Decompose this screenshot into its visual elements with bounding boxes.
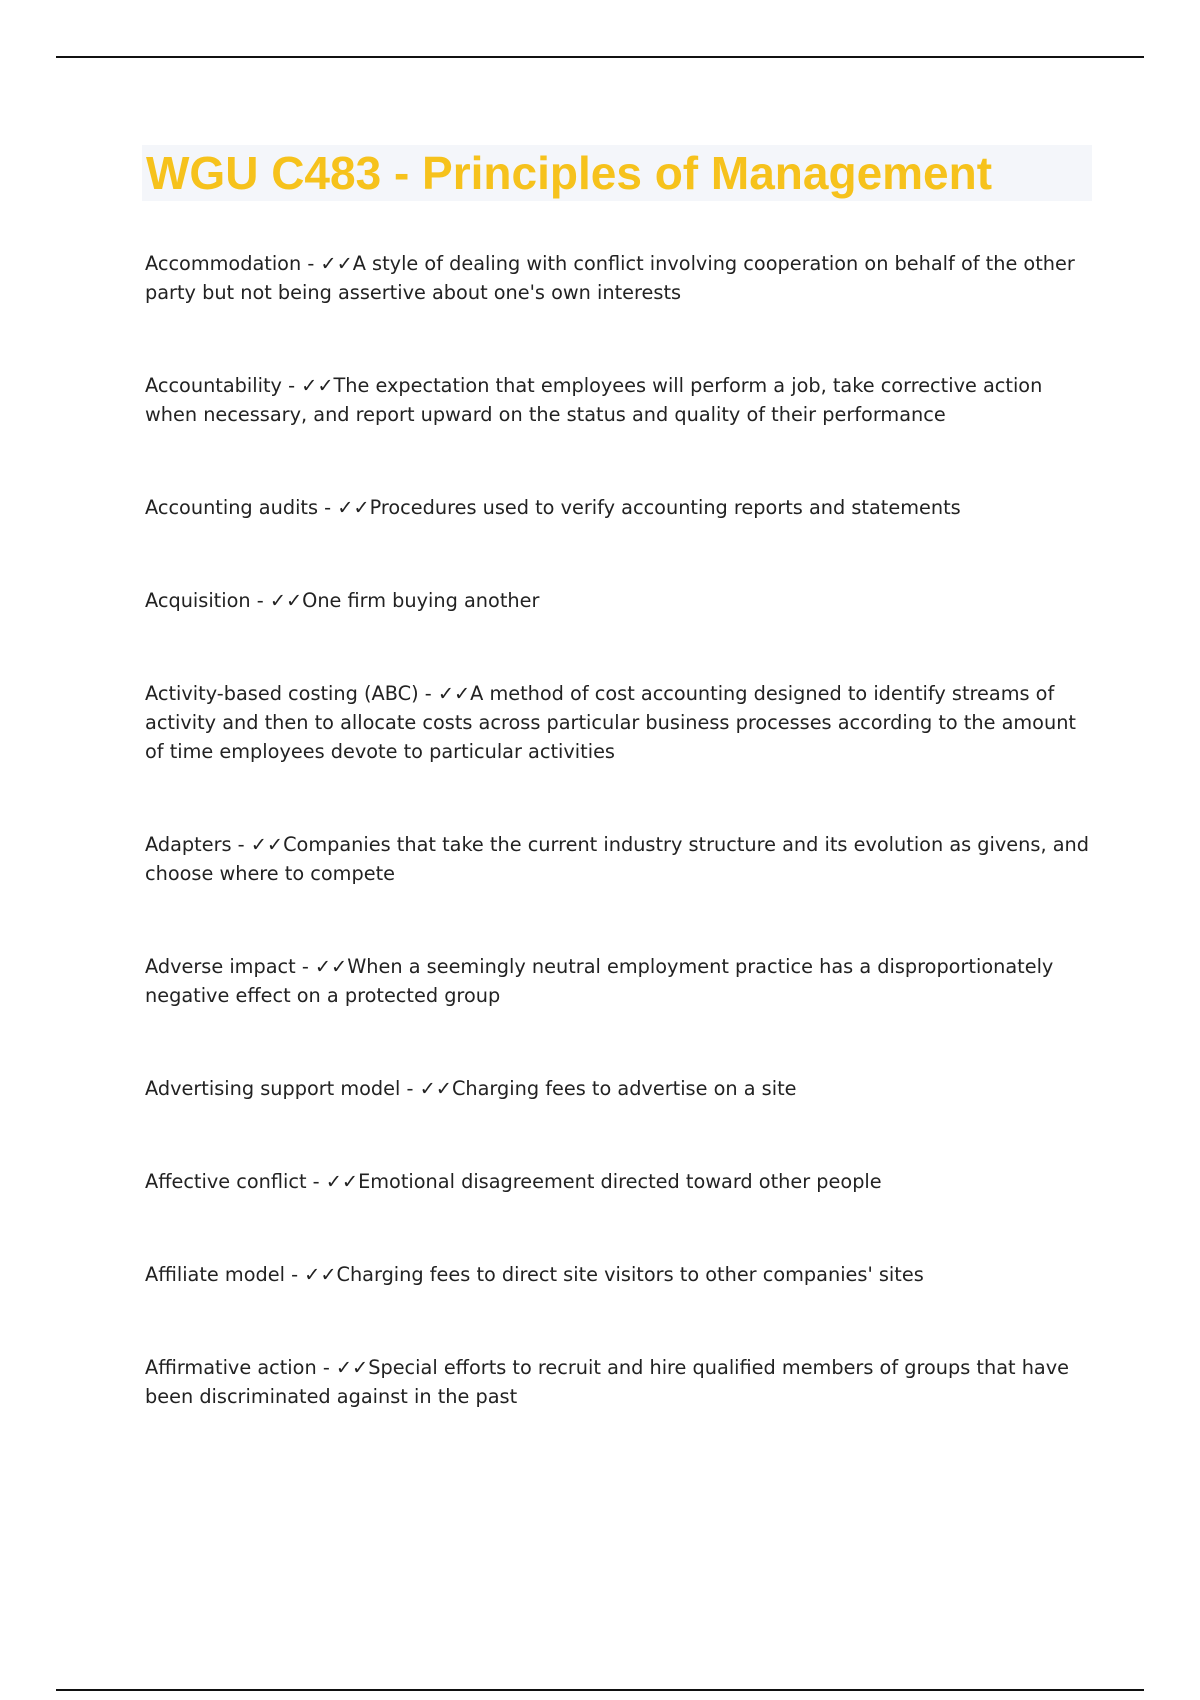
entry-separator: - <box>284 1263 305 1286</box>
entry-term: Acquisition <box>145 589 251 612</box>
entry-separator: - <box>281 374 302 397</box>
entry-separator: - <box>306 1170 326 1193</box>
entry-separator: - <box>301 252 321 275</box>
entry-term: Accounting audits <box>145 496 319 519</box>
entry-separator: - <box>295 955 315 978</box>
check-marks-icon: ✓✓ <box>320 252 353 275</box>
entry-definition: When a seemingly neutral employment practice has a disproportionately negative effect on a protected group <box>145 955 1054 1007</box>
check-marks-icon: ✓✓ <box>335 1356 369 1379</box>
check-marks-icon: ✓✓ <box>314 955 348 978</box>
entry-term: Adapters <box>145 833 232 856</box>
entry-definition: A style of dealing with conflict involving cooperation on behalf of the other party but not being assertive about one's own interests <box>145 252 1075 304</box>
glossary-list <box>145 249 1095 1411</box>
entry-definition: The expectation that employees will perform a job, take corrective action when necessary, and report upward on the status and quality of their performance <box>145 374 1043 426</box>
check-marks-icon: ✓✓ <box>304 1263 337 1286</box>
entry-term: Affiliate model <box>145 1263 285 1286</box>
glossary-entry-accounting-audits <box>145 493 1095 522</box>
entry-term: Accommodation <box>145 252 302 275</box>
check-marks-icon: ✓✓ <box>250 833 284 856</box>
glossary-entry-accountability <box>145 371 1095 429</box>
glossary-entry-affiliate-model <box>145 1260 1095 1289</box>
bottom-rule <box>56 1689 1144 1691</box>
entry-definition: A method of cost accounting designed to identify streams of activity and then to allocate costs across particular business processes according to the amount of time employees devote to particular activities <box>145 682 1076 763</box>
check-marks-icon: ✓✓ <box>301 374 334 397</box>
glossary-entry-affirmative-action <box>145 1353 1095 1411</box>
entry-definition: One firm buying another <box>302 589 540 612</box>
check-marks-icon: ✓✓ <box>437 682 471 705</box>
page-title: WGU C483 - Principles of Management <box>146 147 993 199</box>
check-marks-icon: ✓✓ <box>269 589 303 612</box>
check-marks-icon: ✓✓ <box>325 1170 359 1193</box>
glossary-entry-advertising-support-model <box>145 1074 1095 1103</box>
entry-definition: Procedures used to verify accounting reports and statements <box>369 496 961 519</box>
glossary-entry-adverse-impact <box>145 952 1095 1010</box>
entry-separator: - <box>400 1077 420 1100</box>
entry-separator: - <box>318 496 338 519</box>
entry-separator: - <box>316 1356 336 1379</box>
glossary-entry-affective-conflict <box>145 1167 1095 1196</box>
entry-term: Affective conflict <box>145 1170 307 1193</box>
entry-definition: Charging fees to advertise on a site <box>451 1077 797 1100</box>
entry-definition: Emotional disagreement directed toward other people <box>358 1170 882 1193</box>
entry-term: Activity-based costing (ABC) <box>145 682 419 705</box>
entry-separator: - <box>250 589 270 612</box>
entry-separator: - <box>231 833 251 856</box>
glossary-entry-activity-based-costing <box>145 679 1095 766</box>
glossary-entry-adapters <box>145 830 1095 888</box>
check-marks-icon: ✓✓ <box>337 496 370 519</box>
entry-term: Advertising support model <box>145 1077 401 1100</box>
glossary-entry-accommodation <box>145 249 1095 307</box>
entry-term: Accountability <box>145 374 282 397</box>
entry-term: Affirmative action <box>145 1356 317 1379</box>
entry-definition: Companies that take the current industry structure and its evolution as givens, and choose where to compete <box>145 833 1089 885</box>
entry-definition: Charging fees to direct site visitors to other companies' sites <box>336 1263 924 1286</box>
entry-separator: - <box>418 682 438 705</box>
glossary-entry-acquisition <box>145 586 1095 615</box>
check-marks-icon: ✓✓ <box>419 1077 452 1100</box>
top-rule <box>56 56 1144 58</box>
entry-definition: Special efforts to recruit and hire qualified members of groups that have been discriminated against in the past <box>145 1356 1070 1408</box>
entry-term: Adverse impact <box>145 955 296 978</box>
